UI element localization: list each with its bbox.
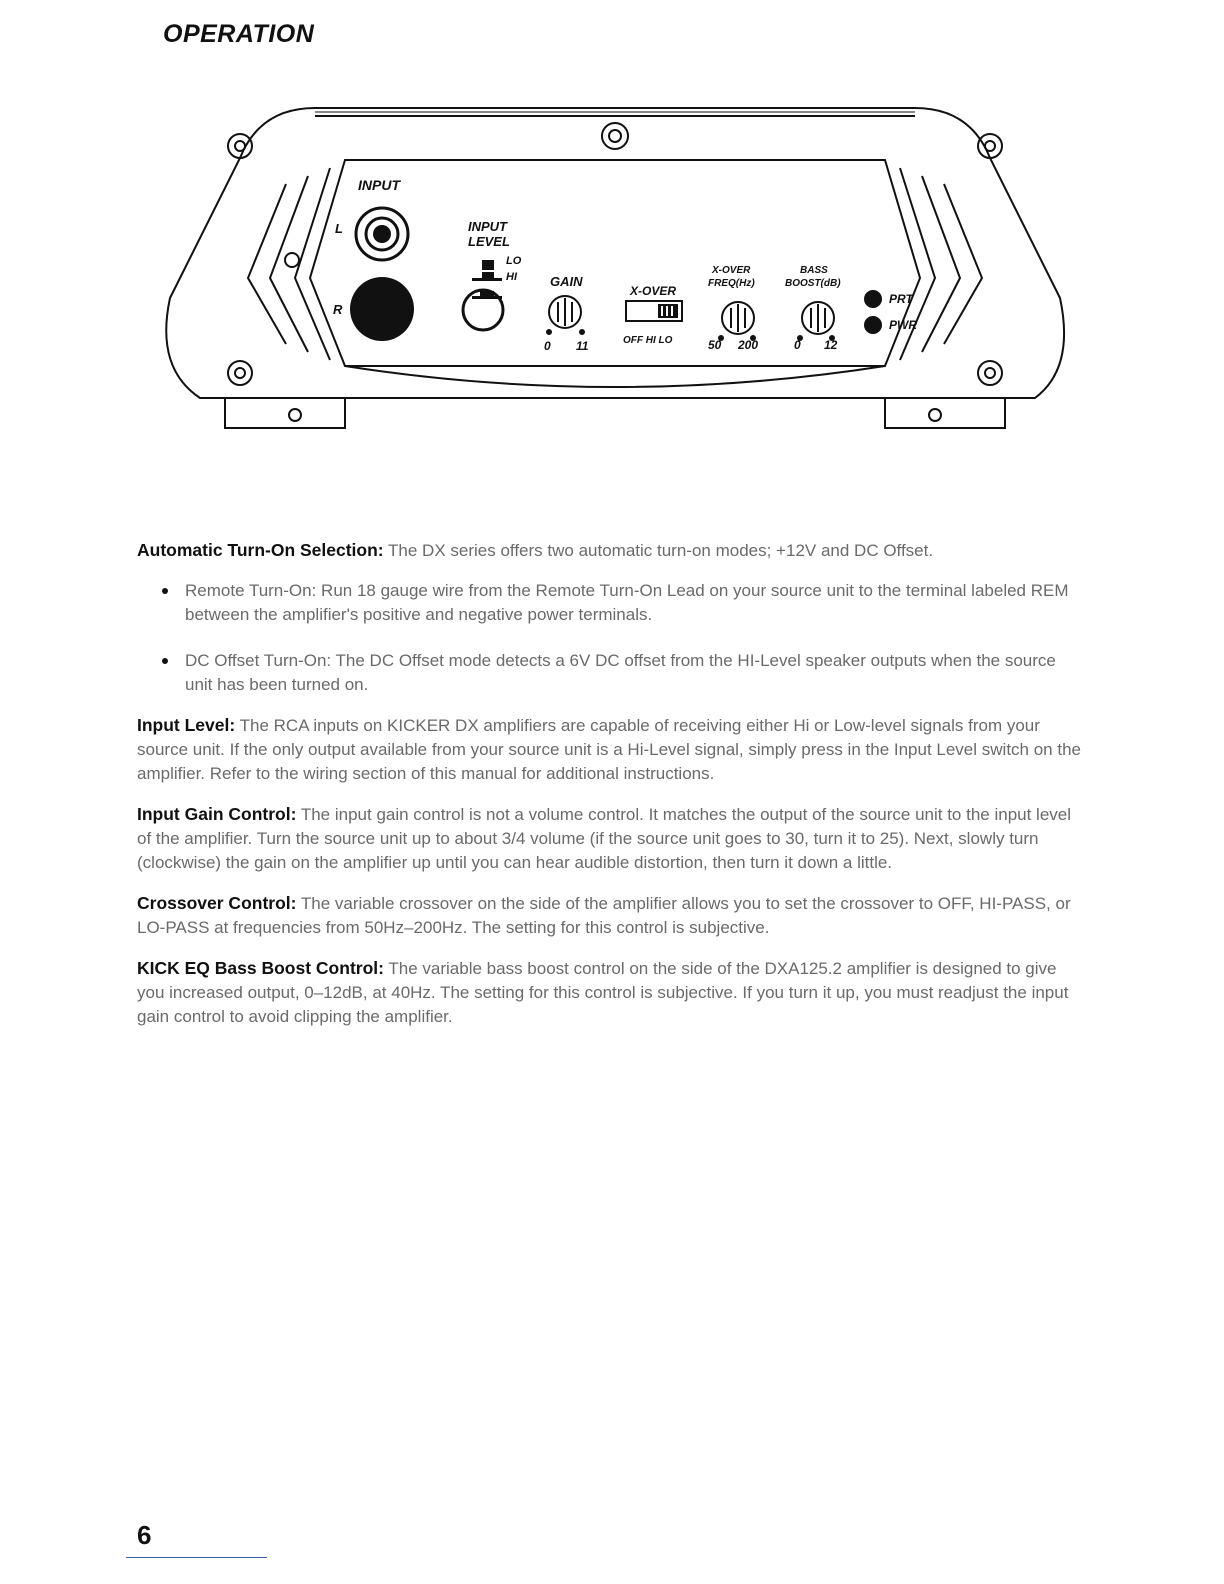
bass-max-label: 12 bbox=[824, 338, 838, 352]
crossover-paragraph bbox=[137, 891, 1087, 940]
turn-on-bullet-list bbox=[137, 579, 1087, 697]
xover-freq-label-line1: X-OVER bbox=[712, 265, 751, 276]
channel-left-label: L bbox=[335, 221, 343, 236]
xover-freq-label-line2: FREQ(Hz) bbox=[708, 278, 755, 289]
footer-rule bbox=[126, 1557, 267, 1558]
turn-on-body: The DX series offers two automatic turn-on modes; +12V and DC Offset. bbox=[383, 541, 934, 560]
crossover-heading: Crossover Control: bbox=[137, 893, 297, 913]
page-number: 6 bbox=[137, 1520, 152, 1550]
input-label: INPUT bbox=[358, 177, 400, 193]
input-gain-paragraph bbox=[137, 802, 1087, 875]
input-gain-heading: Input Gain Control: bbox=[137, 804, 297, 824]
bass-boost-label-line1: BASS bbox=[800, 265, 828, 276]
list-item: Remote Turn-On: Run 18 gauge wire from the Remote Turn-On Lead on your source unit to the terminal labeled REM between the amplifier's positive and negative power terminals. bbox=[185, 579, 1087, 627]
section-title: OPERATION bbox=[163, 20, 315, 48]
input-level-heading: Input Level: bbox=[137, 715, 236, 735]
bass-boost-heading: KICK EQ Bass Boost Control: bbox=[137, 958, 384, 978]
xover-label: X-OVER bbox=[630, 284, 677, 298]
prt-label: PRT bbox=[889, 292, 913, 306]
lo-label: LO bbox=[506, 255, 522, 267]
bass-boost-paragraph bbox=[137, 956, 1087, 1029]
turn-on-heading: Automatic Turn-On Selection: bbox=[137, 540, 384, 560]
input-level-label-line2: LEVEL bbox=[468, 234, 510, 249]
gain-label: GAIN bbox=[550, 274, 583, 289]
gain-min-label: 0 bbox=[544, 339, 551, 353]
bass-boost-label-line2: BOOST(dB) bbox=[785, 278, 841, 289]
bass-boost-body: The variable bass boost control on the side of the DXA125.2 amplifier is designed to give you increased output, 0–12dB, at 40Hz. The setting for this control is subjective. If you turn it up, you must readjust the input gain control to avoid clipping the amplifier. bbox=[137, 959, 1069, 1026]
amplifier-panel-diagram bbox=[130, 98, 1100, 438]
freq-min-label: 50 bbox=[708, 338, 722, 352]
input-level-body: The RCA inputs on KICKER DX amplifiers are capable of receiving either Hi or Low-level signals from your source unit. If the only output available from your source unit is a Hi-Level signal, simply press in the Input Level switch on the amplifier. Refer to the wiring section of this manual for additional instructions. bbox=[137, 716, 1081, 783]
freq-max-label: 200 bbox=[738, 338, 759, 352]
input-gain-body: The input gain control is not a volume control. It matches the output of the source unit to the input level of the amplifier. Turn the source unit up to about 3/4 volume (if the source unit goes to 30, turn it to 25). Next, slowly turn (clockwise) the gain on the amplifier up until you can hear audible distortion, then turn it down a little. bbox=[137, 805, 1072, 872]
input-level-paragraph bbox=[137, 713, 1087, 786]
channel-right-label: R bbox=[333, 302, 343, 317]
operation-content bbox=[137, 538, 1087, 1045]
bass-min-label: 0 bbox=[794, 338, 801, 352]
crossover-body: The variable crossover on the side of the amplifier allows you to set the crossover to OFF, HI-PASS, or LO-PASS at frequencies from 50Hz–200Hz. The setting for this control is subjective. bbox=[137, 894, 1071, 937]
list-item: DC Offset Turn-On: The DC Offset mode detects a 6V DC offset from the HI-Level speaker outputs when the source unit has been turned on. bbox=[185, 649, 1087, 697]
gain-max-label: 11 bbox=[576, 339, 589, 353]
xover-positions-label: OFF HI LO bbox=[623, 335, 673, 346]
input-level-label-line1: INPUT bbox=[468, 219, 507, 234]
pwr-label: PWR bbox=[889, 318, 917, 332]
turn-on-paragraph bbox=[137, 538, 1087, 563]
hi-label: HI bbox=[506, 271, 517, 283]
